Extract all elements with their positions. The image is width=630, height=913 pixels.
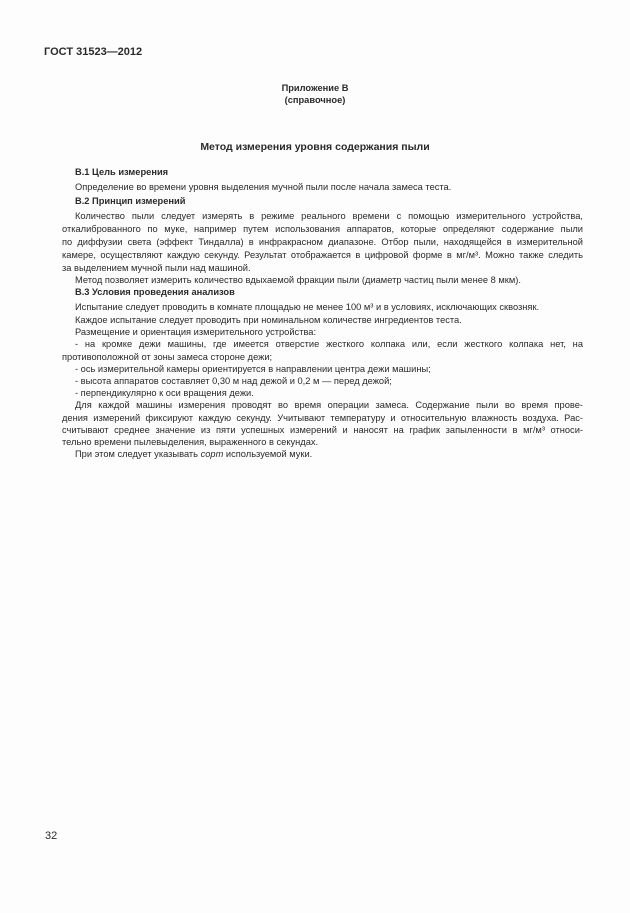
list-item: - ось измерительной камеры ориентируется в направлении центра дежи машины; bbox=[75, 364, 431, 374]
list-item: - перпендикулярно к оси вращения дежи. bbox=[75, 388, 254, 398]
appendix-title: Приложение В bbox=[281, 83, 349, 93]
document-title: Метод измерения уровня содержания пыли bbox=[200, 141, 430, 153]
text-run: При этом следует указывать bbox=[75, 449, 201, 459]
paragraph-line: Испытание следует проводить в комнате площадью не менее 100 м³ и в условиях, исключающих сквозняк. bbox=[75, 302, 540, 312]
paragraph-line: камере, осуществляют каждую секунду. Результат отображается в цифровой форме в мг/м³. Можно также следить bbox=[62, 250, 583, 260]
emphasis-text: сорт bbox=[200, 449, 224, 459]
list-item: - на кромке дежи машины, где имеется отверстие жесткого колпака или, если жесткого колпака нет, на bbox=[75, 339, 583, 349]
list-item: - высота аппаратов составляет 0,30 м над дежой и 0,2 м — перед дежой; bbox=[75, 376, 392, 386]
section-heading: В.3 Условия проведения анализов bbox=[75, 287, 235, 297]
paragraph-line bbox=[75, 448, 583, 460]
text-run: используемой муки. bbox=[223, 449, 313, 459]
paragraph-line: Определение во времени уровня выделения мучной пыли после начала замеса теста. bbox=[75, 182, 452, 192]
section-heading: В.2 Принцип измерений bbox=[75, 196, 186, 206]
appendix-subtitle: (справочное) bbox=[284, 95, 346, 105]
paragraph-line: считывают среднее значение из пяти успешных измерений и наносят на график запыленности в мг/м³ относи- bbox=[62, 425, 583, 435]
paragraph-line: Для каждой машины измерения проводят во время операции замеса. Содержание пыли во время прове- bbox=[75, 400, 583, 410]
list-item: противоположной от зоны замеса стороне дежи; bbox=[62, 352, 273, 362]
document-header: ГОСТ 31523—2012 bbox=[44, 46, 143, 58]
paragraph-line: тельно времени пылевыделения, выраженного в секундах. bbox=[62, 437, 319, 447]
paragraph-line: Размещение и ориентация измерительного устройства: bbox=[75, 327, 317, 337]
section-heading: В.1 Цель измерения bbox=[75, 167, 169, 177]
page-number: 32 bbox=[45, 830, 58, 842]
paragraph-line: за выделением мучной пыли над машиной. bbox=[62, 263, 251, 273]
paragraph-line: Метод позволяет измерить количество вдыхаемой фракции пыли (диаметр частиц пыли менее 8 мкм). bbox=[75, 275, 521, 285]
paragraph-line: Количество пыли следует измерять в режиме реального времени с помощью измерительного устройства, bbox=[75, 211, 583, 221]
paragraph-line: Каждое испытание следует проводить при номинальном количестве ингредиентов теста. bbox=[75, 315, 462, 325]
paragraph-line: откалиброванного по муке, например путем использования аппаратов, которые определяют содержание пыли bbox=[62, 224, 583, 234]
paragraph-line: дения измерений фиксируют каждую секунду. Учитывают температуру и относительную влажность воздуха. Рас- bbox=[62, 413, 583, 423]
paragraph-line: по диффузии света (эффект Тиндалла) в инфракрасном диапазоне. Отбор пыли, находящейся в измерительной bbox=[62, 237, 583, 247]
